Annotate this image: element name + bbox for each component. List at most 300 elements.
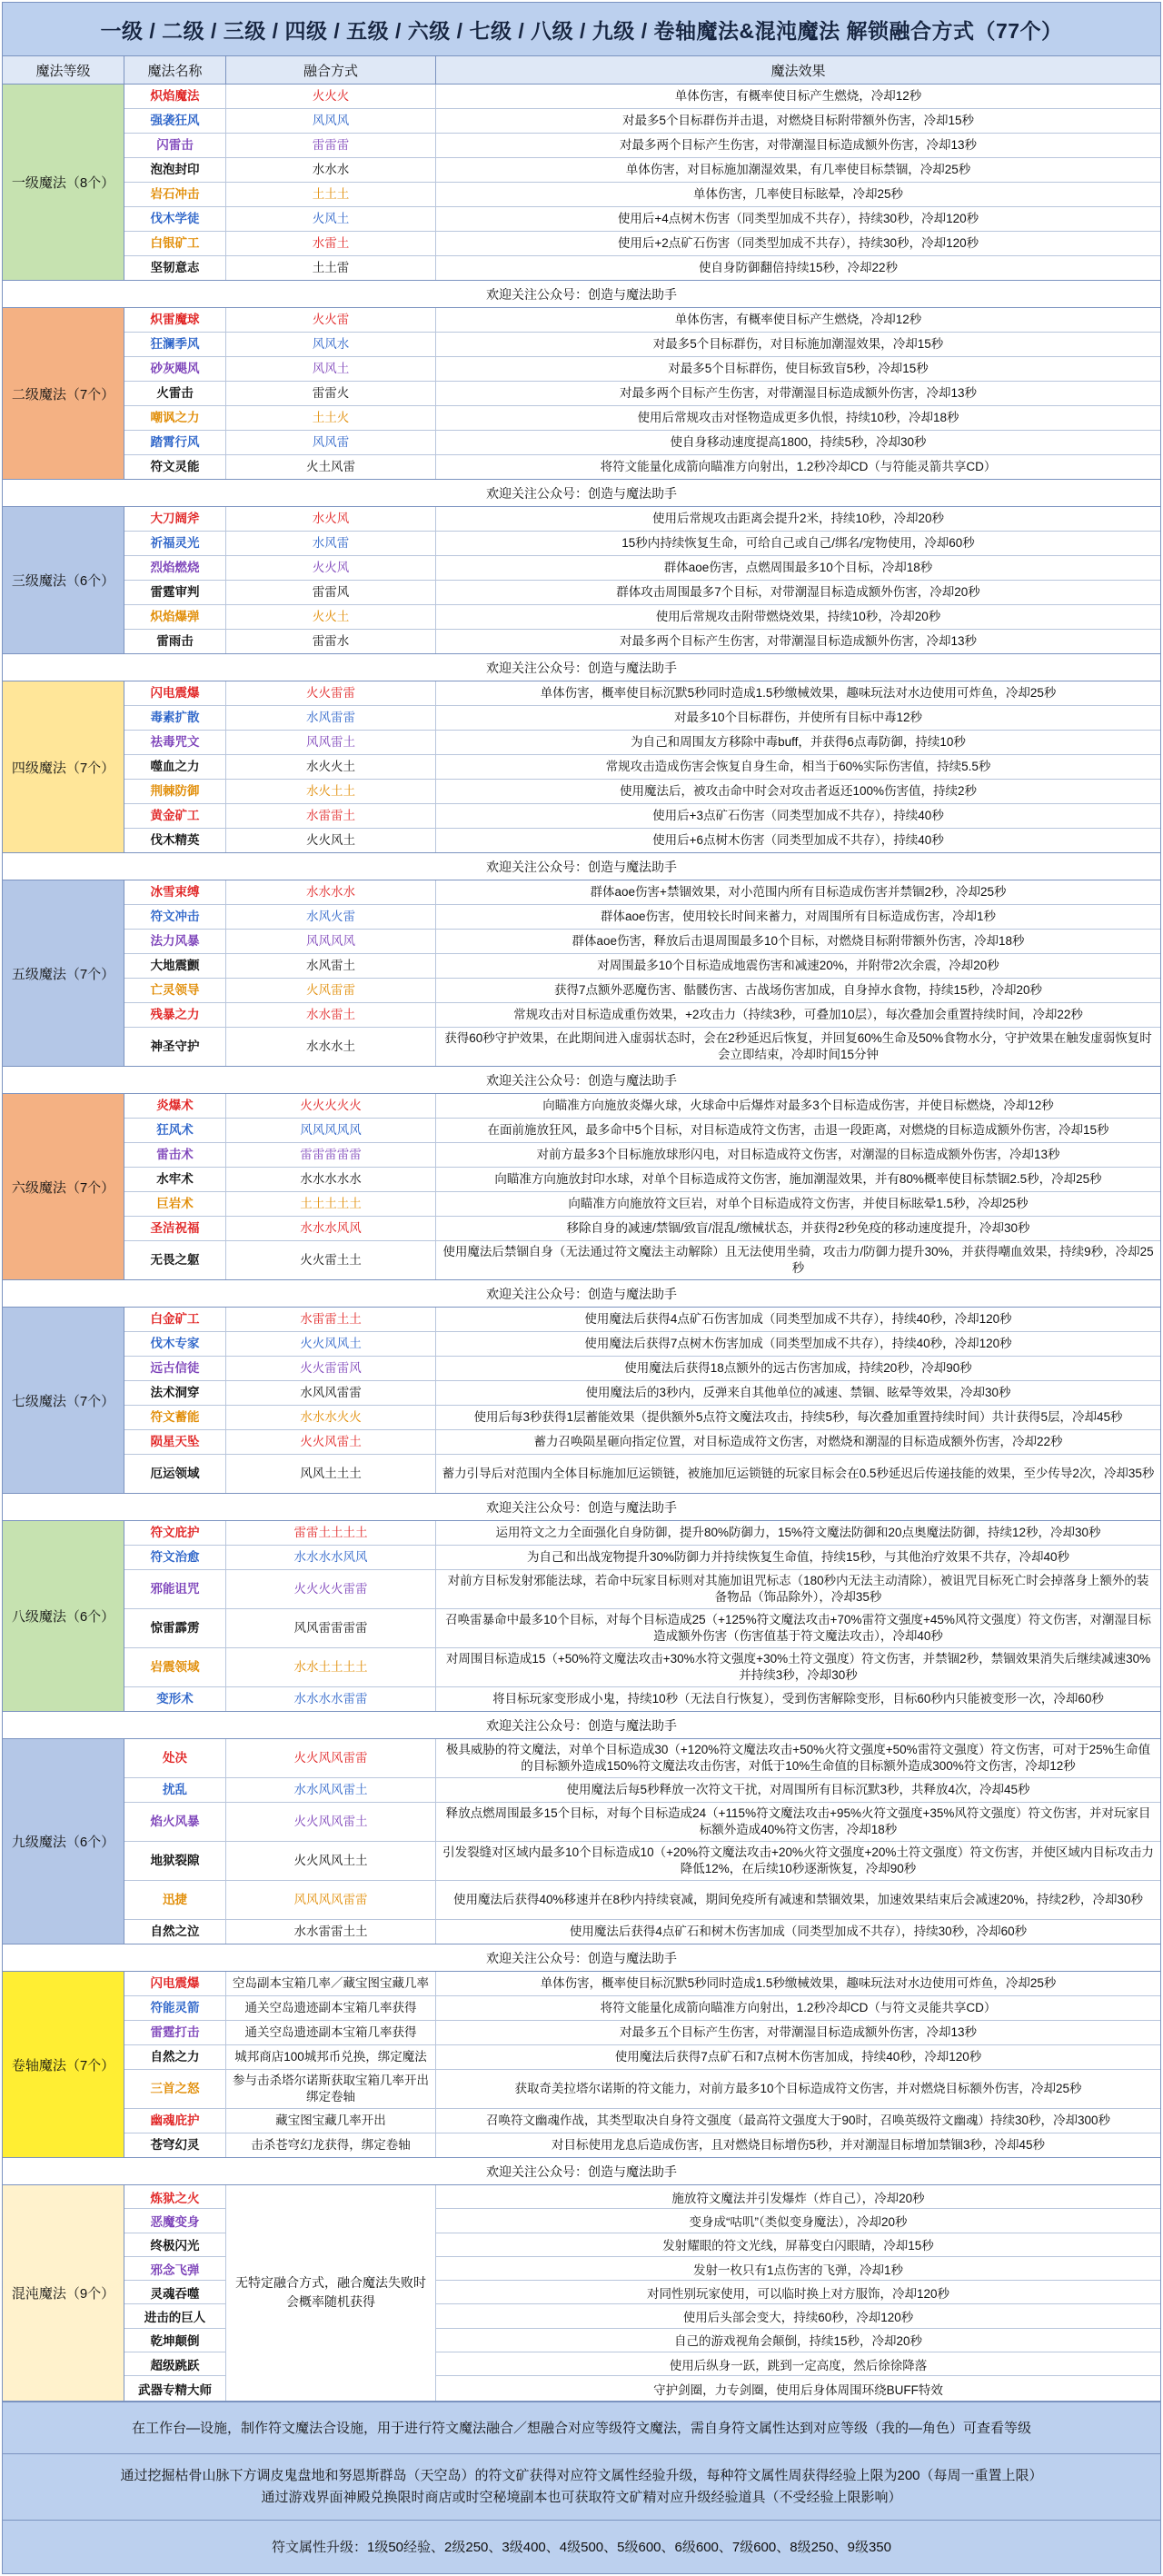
magic-effect: 对最多5个目标群伤并击退，对燃烧目标附带额外伤害，冷却15秒 bbox=[621, 113, 975, 127]
table-row bbox=[124, 1881, 1160, 1920]
table-row bbox=[124, 1609, 1160, 1648]
fusion-method: 藏宝图宝藏几率开出 bbox=[226, 2109, 436, 2133]
magic-effect: 蓄力召唤陨星砸向指定位置，对目标造成符文伤害，对燃烧和潮湿的目标造成额外伤害，冷却22秒 bbox=[533, 1434, 1063, 1448]
fusion-method: 火火风风雷雷 bbox=[226, 1739, 436, 1777]
chaos-magic-group bbox=[3, 2185, 1160, 2402]
magic-name: 雷雨击 bbox=[124, 630, 226, 653]
magic-effect: 使用后每3秒获得1层蓄能效果（提供额外5点符文魔法攻击，持续5秒，每次叠加重置持续时间）共计获得5层，冷却45秒 bbox=[473, 1409, 1123, 1424]
table-row bbox=[124, 183, 1160, 207]
magic-name: 武器专精大师 bbox=[138, 2382, 212, 2397]
table-row bbox=[124, 1455, 1160, 1493]
table-row bbox=[124, 1920, 1160, 1944]
magic-effect: 使用后+2点矿石伤害（同类型加成不共存），持续30秒，冷却120秒 bbox=[617, 235, 979, 250]
magic-effect: 使用后+6点树木伤害（同类型加成不共存），持续40秒 bbox=[652, 832, 944, 847]
header-effect: 魔法效果 bbox=[770, 63, 826, 79]
footer-line-2 bbox=[3, 2454, 1160, 2521]
magic-effect: 向瞄准方向施放封印水球，对单个目标造成符文伤害，施加潮湿效果，并有80%概率使目标禁锢2.5秒，冷却25秒 bbox=[494, 1171, 1102, 1186]
magic-name: 炽焰爆弹 bbox=[124, 605, 226, 629]
fusion-method: 水水水水 bbox=[226, 880, 436, 904]
magic-name: 神圣守护 bbox=[124, 1028, 226, 1066]
magic-effect: 单体伤害，概率使目标沉默5秒同时造成1.5秒缴械效果，趣味玩法对水边使用可炸鱼，冷却25秒 bbox=[540, 1975, 1057, 1990]
fusion-method: 风风风风雷雷 bbox=[226, 1881, 436, 1919]
magic-name: 炼狱之火 bbox=[124, 2185, 225, 2209]
magic-effect: 对最多两个目标产生伤害，对带潮湿目标造成额外伤害，冷却13秒 bbox=[619, 385, 977, 400]
magic-effect: 使用魔法后每5秒释放一次符文干扰，对周围所有目标沉默3秒，共释放4次，冷却45秒 bbox=[566, 1782, 1030, 1796]
magic-group bbox=[3, 681, 1160, 853]
table-row bbox=[124, 1192, 1160, 1217]
group-label: 七级魔法（7个） bbox=[3, 1308, 124, 1493]
magic-effect: 使用后常规攻击附带燃烧效果，持续10秒，冷却20秒 bbox=[655, 609, 941, 623]
fusion-method: 水风风雷雷 bbox=[226, 1381, 436, 1405]
magic-effect: 引发裂缝对区域内最多10个目标造成10（+20%符文魔法攻击+20%火符文强度+20%土符文强度）符文伤害，并使区域内目标攻击力降低12%，在后续10秒逐渐恢复，冷却90秒 bbox=[442, 1845, 1154, 1875]
footer-line-1: 在工作台—设施，制作符文魔法合设施，用于进行符文魔法融合／想融合对应等级符文魔法，需自身符文属性达到对应等级（我的—角色）可查看等级 bbox=[3, 2402, 1160, 2454]
magic-effect: 群体aoe伤害+禁锢效果，对小范围内所有目标造成伤害并禁锢2秒，冷却25秒 bbox=[590, 884, 1007, 899]
notice-banner: 欢迎关注公众号：创造与魔法助手 bbox=[3, 480, 1160, 507]
magic-name: 巨岩术 bbox=[124, 1192, 226, 1216]
magic-effect: 使用后纵身一跃，跳到一定高度，然后徐徐降落 bbox=[436, 2352, 1160, 2376]
magic-effect: 使用后常规攻击对怪物造成更多仇恨，持续10秒，冷却18秒 bbox=[637, 410, 959, 424]
magic-name: 雷击术 bbox=[124, 1143, 226, 1167]
magic-effect: 使用后+3点矿石伤害（同类型加成不共存），持续40秒 bbox=[652, 808, 944, 822]
magic-name: 圣洁祝福 bbox=[124, 1217, 226, 1240]
magic-name: 幽魂庇护 bbox=[124, 2109, 226, 2133]
magic-name: 迅捷 bbox=[124, 1881, 226, 1919]
magic-name: 进击的巨人 bbox=[124, 2304, 225, 2328]
magic-name: 伐木精英 bbox=[124, 829, 226, 852]
table-row bbox=[124, 1430, 1160, 1455]
table-row bbox=[124, 1332, 1160, 1357]
group-rows bbox=[124, 1521, 1160, 1711]
table-row bbox=[124, 1241, 1160, 1279]
fusion-method: 火火火火火 bbox=[226, 1094, 436, 1118]
group-rows bbox=[124, 308, 1160, 479]
table-row bbox=[124, 1972, 1160, 1996]
table-row bbox=[124, 134, 1160, 158]
magic-effect: 单体伤害，概率使目标沉默5秒同时造成1.5秒缴械效果，趣味玩法对水边使用可炸鱼，冷却25秒 bbox=[540, 685, 1057, 700]
table-row bbox=[124, 532, 1160, 556]
group-label: 八级魔法（6个） bbox=[3, 1521, 124, 1711]
table-row bbox=[124, 256, 1160, 280]
magic-name: 亡灵领导 bbox=[124, 979, 226, 1002]
magic-name: 狂澜季风 bbox=[124, 333, 226, 356]
footer-line-2b: 通过游戏界面神殿兑换限时商店或时空秘境副本也可获取符文矿精对应升级经验道具（不受经验上限影响） bbox=[261, 2489, 902, 2505]
group-label: 三级魔法（6个） bbox=[3, 507, 124, 653]
table-row bbox=[124, 1842, 1160, 1881]
magic-name: 荆棘防御 bbox=[124, 780, 226, 803]
fusion-method: 雷雷土土土土 bbox=[226, 1521, 436, 1545]
table-row bbox=[124, 507, 1160, 532]
table-row bbox=[124, 1739, 1160, 1778]
magic-effect: 发射耀眼的符文光线，屏幕变白闪眼睛，冷却15秒 bbox=[436, 2233, 1160, 2257]
magic-effect: 发射一枚只有1点伤害的飞弹，冷却1秒 bbox=[436, 2257, 1160, 2281]
magic-name: 地狱裂隙 bbox=[124, 1842, 226, 1880]
notice-banner: 欢迎关注公众号：创造与魔法助手 bbox=[3, 1494, 1160, 1521]
magic-effect: 对最多5个目标群伤，对目标施加潮湿效果，冷却15秒 bbox=[652, 336, 944, 351]
fusion-method: 城邦商店100城邦币兑换，绑定魔法 bbox=[226, 2045, 436, 2069]
magic-name: 泡泡封印 bbox=[124, 158, 226, 182]
group-rows bbox=[124, 681, 1160, 852]
magic-group bbox=[3, 1308, 1160, 1494]
fusion-method: 火火风雷土 bbox=[226, 1430, 436, 1454]
table-row bbox=[124, 406, 1160, 431]
magic-name: 远古信徒 bbox=[124, 1357, 226, 1380]
fusion-method: 水水水火火 bbox=[226, 1406, 436, 1429]
table-row bbox=[124, 829, 1160, 852]
table-row bbox=[124, 158, 1160, 183]
magic-name: 自然之力 bbox=[124, 2045, 226, 2069]
magic-name: 雷霆审判 bbox=[124, 581, 226, 604]
magic-effect: 使用后+4点树木伤害（同类型加成不共存），持续30秒，冷却120秒 bbox=[617, 211, 979, 225]
table-row bbox=[124, 905, 1160, 930]
fusion-method: 水风雷雷 bbox=[226, 706, 436, 730]
table-row bbox=[124, 1094, 1160, 1119]
magic-effect: 对最多两个目标产生伤害，对带潮湿目标造成额外伤害，冷却13秒 bbox=[619, 137, 977, 152]
magic-effect: 蓄力引导后对范围内全体目标施加厄运锁链，被施加厄运锁链的玩家目标会在0.5秒延迟后传递技能的效果，至少传导2次，冷却35秒 bbox=[442, 1466, 1155, 1480]
magic-name: 踏霄行风 bbox=[124, 431, 226, 454]
table-row bbox=[124, 232, 1160, 256]
magic-effect: 对同性别玩家使用，可以临时换上对方服饰，冷却120秒 bbox=[436, 2281, 1160, 2304]
fusion-method: 水水风风雷土 bbox=[226, 1778, 436, 1802]
fusion-method: 水水水水风风 bbox=[226, 1546, 436, 1569]
fusion-method: 水风雷土 bbox=[226, 954, 436, 978]
magic-effect: 单体伤害，几率使目标眩晕，冷却25秒 bbox=[692, 186, 903, 201]
notice-banner: 欢迎关注公众号：创造与魔法助手 bbox=[3, 1712, 1160, 1739]
table-row bbox=[124, 706, 1160, 731]
magic-group bbox=[3, 308, 1160, 480]
magic-name: 扰乱 bbox=[124, 1778, 226, 1802]
table-row bbox=[124, 382, 1160, 406]
group-label: 六级魔法（7个） bbox=[3, 1094, 124, 1279]
group-rows bbox=[124, 85, 1160, 280]
magic-name: 变形术 bbox=[124, 1687, 226, 1711]
magic-name: 雷霆打击 bbox=[124, 2021, 226, 2044]
magic-name: 噬血之力 bbox=[124, 755, 226, 779]
magic-effect: 单体伤害，对目标施加潮湿效果，有几率使目标禁锢，冷却25秒 bbox=[625, 162, 971, 176]
magic-name: 岩震领域 bbox=[124, 1648, 226, 1686]
magic-name: 自然之泣 bbox=[124, 1920, 226, 1944]
table-row bbox=[124, 979, 1160, 1003]
table-row bbox=[124, 2070, 1160, 2109]
fusion-method: 击杀苍穹幻龙获得，绑定卷轴 bbox=[226, 2133, 436, 2157]
magic-effect: 对最多两个目标产生伤害，对带潮湿目标造成额外伤害，冷却13秒 bbox=[619, 633, 977, 648]
magic-name: 闪电震爆 bbox=[124, 1972, 226, 1995]
fusion-method: 风风雷土 bbox=[226, 731, 436, 754]
magic-name: 毒素扩散 bbox=[124, 706, 226, 730]
magic-name: 邪念飞弹 bbox=[124, 2257, 225, 2281]
magic-effect: 获得7点额外恶魔伤害、骷髅伤害、古战场伤害加成，自身掉水食物，持续15秒，冷却20秒 bbox=[553, 982, 1043, 997]
magic-name: 伐木专家 bbox=[124, 1332, 226, 1356]
magic-effect: 使用魔法后获得7点树木伤害加成（同类型加成不共存），持续40秒，冷却120秒 bbox=[584, 1336, 1012, 1350]
magic-effect: 使用后常规攻击距离会提升2米，持续10秒，冷却20秒 bbox=[651, 511, 945, 525]
fusion-method: 火火风风土 bbox=[226, 1332, 436, 1356]
fusion-method: 土土雷 bbox=[226, 256, 436, 280]
notice-banner: 欢迎关注公众号：创造与魔法助手 bbox=[3, 2158, 1160, 2185]
magic-name: 符文冲击 bbox=[124, 905, 226, 929]
magic-groups bbox=[3, 85, 1160, 2185]
footer bbox=[3, 2402, 1160, 2573]
magic-effect: 使用魔法后，被攻击命中时会对攻击者返还100%伤害值，持续2秒 bbox=[619, 783, 978, 798]
group-label: 五级魔法（7个） bbox=[3, 880, 124, 1066]
table-row bbox=[124, 1570, 1160, 1609]
magic-effect: 使用魔法后获得4点矿石伤害加成（同类型加成不共存），持续40秒，冷却120秒 bbox=[584, 1311, 1012, 1326]
table-row bbox=[124, 780, 1160, 804]
table-row bbox=[124, 1217, 1160, 1241]
table-row bbox=[124, 755, 1160, 780]
magic-name: 冰雪束缚 bbox=[124, 880, 226, 904]
magic-effect: 召唤符文幽魂作战，其类型取决自身符文强度（最高符文强度大于90时，召唤英级符文幽魂）持续30秒，冷却300秒 bbox=[485, 2113, 1111, 2127]
fusion-method: 水雷雷土 bbox=[226, 804, 436, 828]
notice-banner: 欢迎关注公众号：创造与魔法助手 bbox=[3, 281, 1160, 308]
magic-name: 惊雷霹雳 bbox=[124, 1609, 226, 1647]
magic-name: 符文蓄能 bbox=[124, 1406, 226, 1429]
magic-effect: 将目标玩家变形成小鬼，持续10秒（无法自行恢复），受到伤害解除变形，目标60秒内只能被变形一次，冷却60秒 bbox=[492, 1691, 1104, 1706]
magic-name: 法力风暴 bbox=[124, 930, 226, 953]
fusion-method: 水风火雷 bbox=[226, 905, 436, 929]
fusion-method: 水水水 bbox=[226, 158, 436, 182]
magic-name: 终极闪光 bbox=[124, 2233, 225, 2257]
footer-line-2a: 通过挖掘枯骨山脉下方调皮鬼盘地和努恩斯群岛（天空岛）的符文矿获得对应符文属性经验升级，每种符文属性周获得经验上限为200（每周一重置上限） bbox=[120, 2467, 1043, 2483]
fusion-method: 火火风风土土 bbox=[226, 1842, 436, 1880]
table-row bbox=[124, 605, 1160, 630]
magic-name: 邪能诅咒 bbox=[124, 1570, 226, 1608]
magic-name: 符文灵能 bbox=[124, 455, 226, 479]
fusion-method: 水火土土 bbox=[226, 780, 436, 803]
fusion-method: 火火土 bbox=[226, 605, 436, 629]
magic-effect: 使用魔法后获得18点额外的远古伤害加成，持续20秒，冷却90秒 bbox=[624, 1360, 972, 1375]
magic-name: 残暴之力 bbox=[124, 1003, 226, 1027]
magic-effect: 对目标使用龙息后造成伤害，且对燃烧目标增伤5秒，并对潮湿目标增加禁锢3秒，冷却45秒 bbox=[551, 2137, 1046, 2152]
header-fusion: 融合方式 bbox=[226, 56, 436, 84]
group-rows bbox=[124, 1308, 1160, 1493]
magic-effect: 将符文能量化成箭向瞄准方向射出，1.2秒冷却CD（与符文灵能共享CD） bbox=[600, 2000, 997, 2014]
magic-effect: 向瞄准方向施放炎爆火球，火球命中后爆炸对最多3个目标造成伤害，并使目标燃烧，冷却12秒 bbox=[542, 1098, 1054, 1112]
chaos-name-column bbox=[124, 2185, 226, 2401]
table-row bbox=[124, 681, 1160, 706]
table-row bbox=[124, 333, 1160, 357]
table-row bbox=[124, 1119, 1160, 1143]
fusion-method: 水水水水水 bbox=[226, 1168, 436, 1191]
table-row bbox=[124, 1028, 1160, 1066]
magic-name: 坚韧意志 bbox=[124, 256, 226, 280]
fusion-method: 风风土 bbox=[226, 357, 436, 381]
magic-effect: 向瞄准方向施放符文巨岩，对单个目标造成符文伤害，并使目标眩晕1.5秒，冷却25秒 bbox=[568, 1196, 1029, 1210]
magic-effect: 使用魔法后获得40%移速并在8秒内持续衰减，期间免疫所有减速和禁锢效果，加速效果结束后会减速20%，持续2秒，冷却30秒 bbox=[452, 1892, 1144, 1906]
magic-name: 法术洞穿 bbox=[124, 1381, 226, 1405]
magic-effect: 运用符文之力全面强化自身防御，提升80%防御力，15%符文魔法防御和20点奥魔法防御，持续12秒，冷却30秒 bbox=[495, 1525, 1101, 1539]
fusion-method: 水火风 bbox=[226, 507, 436, 531]
table-row bbox=[124, 357, 1160, 382]
magic-effect: 15秒内持续恢复生命，可给自己或自己/绑名/宠物使用，冷却60秒 bbox=[621, 535, 975, 550]
group-rows bbox=[124, 880, 1160, 1066]
magic-effect: 移除自身的减速/禁锢/致盲/混乱/缴械状态，并获得2秒免疫的移动速度提升，冷却30秒 bbox=[566, 1220, 1030, 1235]
magic-group bbox=[3, 85, 1160, 281]
header-name: 魔法名称 bbox=[124, 56, 226, 84]
chaos-body bbox=[124, 2185, 1160, 2401]
table-row bbox=[124, 1778, 1160, 1803]
group-label: 卷轴魔法（7个） bbox=[3, 1972, 124, 2157]
fusion-method: 风风风 bbox=[226, 109, 436, 133]
magic-name: 岩石冲击 bbox=[124, 183, 226, 206]
magic-group bbox=[3, 1094, 1160, 1280]
chaos-fusion: 无特定融合方式，融合魔法失败时会概率随机获得 bbox=[226, 2185, 436, 2401]
fusion-method: 水雷土 bbox=[226, 232, 436, 255]
fusion-method: 火火火火雷雷 bbox=[226, 1570, 436, 1608]
fusion-method: 通关空岛遗迹副本宝箱几率获得 bbox=[226, 1996, 436, 2020]
fusion-method: 风风雷 bbox=[226, 431, 436, 454]
magic-name: 符文治愈 bbox=[124, 1546, 226, 1569]
magic-effect: 使用魔法后获得4点矿石和树木伤害加成（同类型加成不共存），持续30秒，冷却60秒 bbox=[569, 1924, 1028, 1938]
magic-name: 闪电震爆 bbox=[124, 681, 226, 705]
magic-name: 砂灰飓风 bbox=[124, 357, 226, 381]
magic-effect: 群体攻击周围最多7个目标，对带潮湿目标造成额外伤害，冷却20秒 bbox=[616, 584, 980, 599]
magic-effect: 在面前施放狂风，最多命中5个目标，对目标造成符文伤害，击退一段距离，对燃烧的目标造成额外伤害，冷却15秒 bbox=[487, 1122, 1109, 1137]
magic-effect: 单体伤害，有概率使目标产生燃烧，冷却12秒 bbox=[674, 88, 922, 103]
magic-effect: 为自己和出战宠物提升30%防御力并持续恢复生命值，持续15秒，与其他治疗效果不共存，冷却40秒 bbox=[526, 1549, 1070, 1564]
fusion-method: 空岛副本宝箱几率／藏宝图宝藏几率 bbox=[226, 1972, 436, 1995]
magic-name: 黄金矿工 bbox=[124, 804, 226, 828]
table-row bbox=[124, 954, 1160, 979]
magic-name: 白银矿工 bbox=[124, 232, 226, 255]
fusion-method: 火火风 bbox=[226, 556, 436, 580]
magic-effect: 使用后头部会变大，持续60秒，冷却120秒 bbox=[436, 2304, 1160, 2328]
table-row bbox=[124, 1003, 1160, 1028]
fusion-method: 火火风风雷土 bbox=[226, 1803, 436, 1841]
magic-effect: 单体伤害，有概率使目标产生燃烧，冷却12秒 bbox=[674, 312, 922, 326]
group-rows bbox=[124, 1739, 1160, 1944]
magic-effect: 变身成“咕叽”（类似变身魔法），冷却20秒 bbox=[436, 2209, 1160, 2233]
fusion-method: 参与击杀塔尔诺斯获取宝箱几率开出绑定卷轴 bbox=[226, 2070, 436, 2108]
magic-effect: 守护剑圈，力专剑圈，使用后身体周围环绕BUFF特效 bbox=[653, 2382, 943, 2397]
fusion-method: 水火火土 bbox=[226, 755, 436, 779]
table-row bbox=[124, 207, 1160, 232]
magic-effect: 释放点燃周围最多15个目标，对每个目标造成24（+115%符文魔法攻击+95%火符文强度+35%风符文强度）符文伤害，并对玩家目标额外造成40%符文伤害，冷却18秒 bbox=[445, 1805, 1151, 1836]
magic-effect: 获取奇美拉塔尔诺斯的符文能力，对前方最多10个目标造成符文伤害，并对燃烧目标额外伤害，冷却25秒 bbox=[514, 2081, 1082, 2095]
fusion-method: 雷雷风 bbox=[226, 581, 436, 604]
fusion-method: 风风风风 bbox=[226, 930, 436, 953]
magic-name: 大地震颤 bbox=[124, 954, 226, 978]
magic-name: 嘲讽之力 bbox=[124, 406, 226, 430]
chaos-effect-column bbox=[436, 2185, 1160, 2401]
magic-effect: 自己的游戏视角会颠倒，持续15秒，冷却20秒 bbox=[436, 2329, 1160, 2352]
magic-name: 符文庇护 bbox=[124, 1521, 226, 1545]
magic-name: 三首之怒 bbox=[124, 2070, 226, 2108]
magic-effect: 常规攻击造成伤害会恢复自身生命，相当于60%实际伤害值，持续5.5秒 bbox=[605, 759, 991, 773]
table-row bbox=[124, 109, 1160, 134]
group-label: 九级魔法（6个） bbox=[3, 1739, 124, 1944]
fusion-method: 雷雷雷 bbox=[226, 134, 436, 157]
magic-effect: 极具威胁的符文魔法，对单个目标造成30（+120%符文魔法攻击+50%火符文强度+50%雷符文强度）符文伤害，可对于25%生命值的目标额外造成150%符文魔法攻击伤害，对低于10%生命值的目标额外造成300%符文伤害，冷却12秒 bbox=[445, 1742, 1151, 1773]
table-row bbox=[124, 930, 1160, 954]
magic-name: 白金矿工 bbox=[124, 1308, 226, 1331]
table-row bbox=[124, 804, 1160, 829]
magic-name: 烈焰燃烧 bbox=[124, 556, 226, 580]
magic-effect: 群体aoe伤害，释放后击退周围最多10个目标，对燃烧目标附带额外伤害，冷却18秒 bbox=[572, 933, 1025, 948]
magic-group bbox=[3, 1521, 1160, 1712]
notice-banner: 欢迎关注公众号：创造与魔法助手 bbox=[3, 1280, 1160, 1308]
magic-name: 炽雷魔球 bbox=[124, 308, 226, 332]
fusion-method: 水风雷 bbox=[226, 532, 436, 555]
fusion-method: 火土风雷 bbox=[226, 455, 436, 479]
magic-effect: 群体aoe伤害，使用较长时间来蓄力，对周围所有目标造成伤害，冷却1秒 bbox=[600, 909, 997, 923]
fusion-method: 通关空岛遗迹副本宝箱几率获得 bbox=[226, 2021, 436, 2044]
magic-effect: 使自身防御翻倍持续15秒，冷却22秒 bbox=[698, 260, 899, 274]
fusion-method: 土土土 bbox=[226, 183, 436, 206]
fusion-method: 火火雷土土 bbox=[226, 1241, 436, 1279]
magic-name: 强袭狂风 bbox=[124, 109, 226, 133]
magic-name: 陨星天坠 bbox=[124, 1430, 226, 1454]
table-row bbox=[124, 455, 1160, 479]
magic-effect: 召唤雷暴命中最多10个目标，对每个目标造成25（+125%符文魔法攻击+70%雷符文强度+45%风符文强度）符文伤害，对潮湿目标造成额外伤害（伤害值基于符文魔法攻击），冷却40秒 bbox=[445, 1612, 1151, 1643]
fusion-method: 火火雷雷 bbox=[226, 681, 436, 705]
magic-name: 伐木学徒 bbox=[124, 207, 226, 231]
magic-name: 水牢术 bbox=[124, 1168, 226, 1191]
magic-effect: 使用魔法后的3秒内，反弹来自其他单位的减速、禁锢、眩晕等效果，冷却30秒 bbox=[585, 1385, 1011, 1399]
magic-name: 符能灵箭 bbox=[124, 1996, 226, 2020]
table-row bbox=[124, 1357, 1160, 1381]
table-row bbox=[124, 630, 1160, 653]
fusion-method: 土土土土土 bbox=[226, 1192, 436, 1216]
table-row bbox=[124, 1381, 1160, 1406]
group-label: 二级魔法（7个） bbox=[3, 308, 124, 479]
fusion-method: 雷雷雷雷雷 bbox=[226, 1143, 436, 1167]
magic-name: 焰火风暴 bbox=[124, 1803, 226, 1841]
fusion-method: 水水土土土土 bbox=[226, 1648, 436, 1686]
magic-name: 厄运领域 bbox=[124, 1455, 226, 1493]
magic-name: 灵魂吞噬 bbox=[124, 2281, 225, 2304]
magic-name: 闪雷击 bbox=[124, 134, 226, 157]
magic-name: 祛毒咒文 bbox=[124, 731, 226, 754]
magic-name: 大刀阔斧 bbox=[124, 507, 226, 531]
fusion-method: 风风水 bbox=[226, 333, 436, 356]
fusion-method: 风风土土土 bbox=[226, 1455, 436, 1493]
table-row bbox=[124, 1521, 1160, 1546]
table-row bbox=[124, 1996, 1160, 2021]
table-row bbox=[124, 1308, 1160, 1332]
magic-effect: 使用魔法后获得7点矿石和7点树木伤害加成，持续40秒，冷却120秒 bbox=[614, 2049, 982, 2064]
group-rows bbox=[124, 1972, 1160, 2157]
fusion-method: 土土火 bbox=[226, 406, 436, 430]
notice-banner: 欢迎关注公众号：创造与魔法助手 bbox=[3, 1067, 1160, 1094]
notice-banner: 欢迎关注公众号：创造与魔法助手 bbox=[3, 853, 1160, 880]
magic-effect: 使自身移动速度提高1800，持续5秒，冷却30秒 bbox=[670, 434, 927, 449]
group-label: 一级魔法（8个） bbox=[3, 85, 124, 280]
table-row bbox=[124, 1143, 1160, 1168]
page-title: 一级 / 二级 / 三级 / 四级 / 五级 / 六级 / 七级 / 八级 / 九级 / 卷轴魔法&混沌魔法 解锁融合方式（77个） bbox=[3, 3, 1160, 56]
fusion-method: 水水雷土 bbox=[226, 1003, 436, 1027]
group-label: 混沌魔法（9个） bbox=[3, 2185, 124, 2401]
fusion-method: 火火风土 bbox=[226, 829, 436, 852]
magic-name: 处决 bbox=[124, 1739, 226, 1777]
group-rows bbox=[124, 507, 1160, 653]
header-level: 魔法等级 bbox=[3, 56, 124, 84]
magic-effect: 对最多五个目标产生伤害，对带潮湿目标造成额外伤害，冷却13秒 bbox=[619, 2024, 977, 2039]
fusion-method: 水雷雷土土 bbox=[226, 1308, 436, 1331]
table-row bbox=[124, 2109, 1160, 2133]
table-row bbox=[124, 431, 1160, 455]
fusion-method: 火火火 bbox=[226, 85, 436, 108]
table-row bbox=[124, 308, 1160, 333]
magic-name: 炽焰魔法 bbox=[124, 85, 226, 108]
magic-effect: 使用魔法后禁锢自身（无法通过符文魔法主动解除）且无法使用坐骑，攻击力/防御力提升30%，并获得嘲血效果，持续9秒，冷却25秒 bbox=[442, 1244, 1154, 1275]
magic-effect: 获得60秒守护效果，在此期间进入虚弱状态时，会在2秒延迟后恢复，并回复60%生命及50%食物水分，守护效果在触发虚弱恢复时会立即结束，冷却时间15分钟 bbox=[444, 1030, 1152, 1061]
magic-name: 苍穹幻灵 bbox=[124, 2133, 226, 2157]
fusion-method: 水水水风风 bbox=[226, 1217, 436, 1240]
magic-name: 超级跳跃 bbox=[124, 2352, 225, 2376]
magic-effect: 常规攻击对目标造成重伤效果，+2攻击力（持续3秒，可叠加10层），每次叠加会重置持续时间，冷却22秒 bbox=[513, 1007, 1083, 1021]
fusion-method: 风风雷雷雷雷 bbox=[226, 1609, 436, 1647]
table-row bbox=[124, 1546, 1160, 1570]
table-row bbox=[124, 1406, 1160, 1430]
